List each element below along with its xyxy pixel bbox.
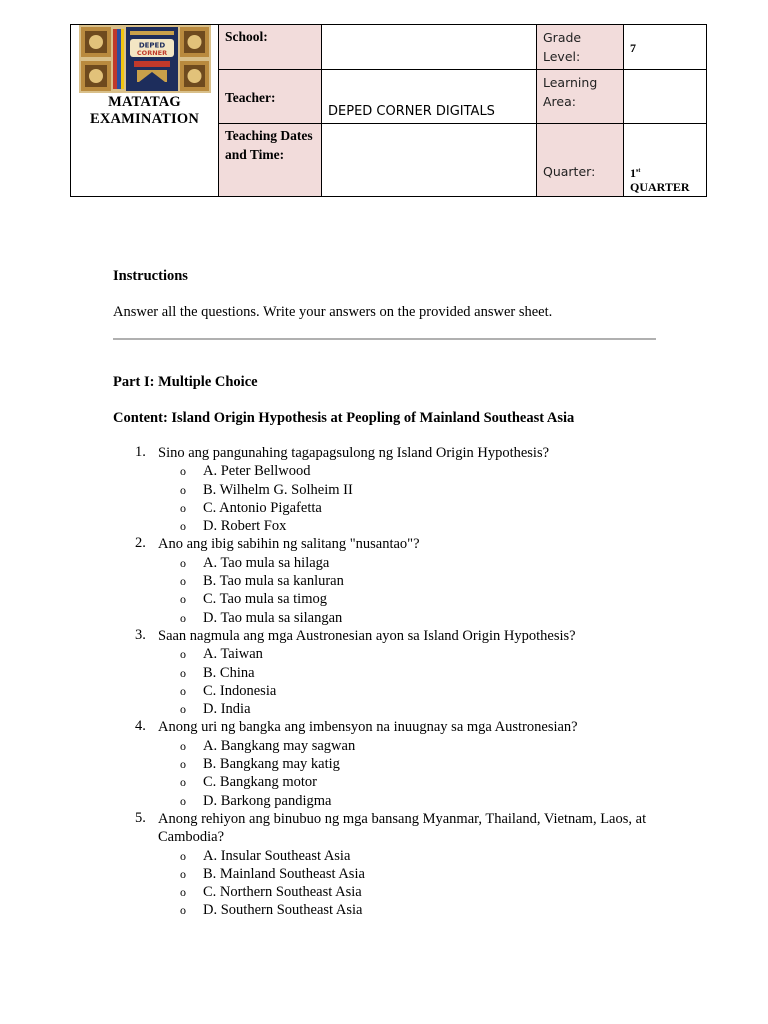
choice-item[interactable]: o B. Mainland Southeast Asia — [180, 865, 365, 882]
bullet-icon: o — [180, 482, 186, 497]
choice-item[interactable]: o B. Tao mula sa kanluran — [180, 573, 344, 590]
bullet-icon: o — [180, 738, 186, 753]
bullet-icon: o — [180, 464, 186, 479]
part-heading: Part I: Multiple Choice — [113, 374, 258, 390]
exam-title-line1: MATATAG — [108, 94, 181, 110]
choice-list — [158, 462, 673, 535]
instructions-heading: Instructions — [113, 268, 188, 284]
question-item — [113, 718, 673, 809]
grade-level-label: Grade Level: — [537, 25, 624, 70]
choice-item[interactable]: o C. Tao mula sa timog — [180, 591, 327, 608]
bullet-icon: o — [180, 702, 186, 717]
choice-item[interactable]: o D. Robert Fox — [180, 518, 287, 535]
choice-list — [158, 847, 673, 920]
bullet-icon: o — [180, 848, 186, 863]
teacher-label: Teacher: — [219, 70, 322, 124]
teaching-dates-field[interactable] — [322, 124, 537, 197]
svg-text:CORNER: CORNER — [136, 49, 167, 57]
exam-title-line2: EXAMINATION — [89, 111, 200, 127]
bullet-icon: o — [180, 885, 186, 900]
question-number: 4. — [135, 718, 146, 735]
choice-item[interactable]: o B. Bangkang may katig — [180, 756, 340, 773]
bullet-icon: o — [180, 610, 186, 625]
bullet-icon: o — [180, 757, 186, 772]
quarter-ordinal: st — [636, 168, 641, 174]
choice-list — [158, 554, 673, 627]
choice-item[interactable]: o B. Wilhelm G. Solheim II — [180, 481, 353, 498]
quarter-number: 1 — [630, 166, 636, 180]
choice-list — [158, 645, 673, 718]
question-number: 3. — [135, 626, 146, 643]
bullet-icon: o — [180, 574, 186, 589]
question-item — [113, 627, 673, 718]
choice-item[interactable]: o D. Tao mula sa silangan — [180, 609, 343, 626]
bullet-icon: o — [180, 555, 186, 570]
choice-list — [158, 737, 673, 810]
bullet-icon: o — [180, 775, 186, 790]
choice-item[interactable]: o C. Antonio Pigafetta — [180, 499, 322, 516]
question-text: Sino ang pangunahing tagapagsulong ng Island Origin Hypothesis? — [158, 445, 550, 461]
bullet-icon: o — [180, 683, 186, 698]
school-label: School: — [219, 25, 322, 70]
instructions-text: Answer all the questions. Write your answers on the provided answer sheet. — [113, 304, 553, 320]
bullet-icon: o — [180, 647, 186, 662]
bullet-icon: o — [180, 665, 186, 680]
choice-item[interactable]: o D. Barkong pandigma — [180, 792, 332, 809]
teaching-dates-label: Teaching Dates and Time: — [219, 124, 322, 197]
choice-item[interactable]: o A. Tao mula sa hilaga — [180, 554, 330, 571]
choice-item[interactable]: o C. Northern Southeast Asia — [180, 884, 362, 901]
learning-area-field[interactable] — [624, 70, 707, 124]
question-text: Anong rehiyon ang binubuo ng mga bansang Myanmar, Thailand, Vietnam, Laos, at Cambodia? — [158, 810, 647, 846]
svg-text:DEPED: DEPED — [138, 41, 165, 50]
question-number: 1. — [135, 444, 146, 460]
choice-item[interactable]: o A. Insular Southeast Asia — [180, 847, 351, 864]
question-number: 5. — [135, 809, 146, 826]
bullet-icon: o — [180, 519, 186, 534]
question-text: Saan nagmula ang mga Austronesian ayon sa Island Origin Hypothesis? — [158, 627, 576, 644]
divider-line — [113, 338, 656, 340]
bullet-icon: o — [180, 592, 186, 607]
choice-item[interactable]: o A. Peter Bellwood — [180, 463, 311, 480]
quarter-value[interactable] — [624, 124, 707, 197]
logo-cell — [71, 25, 219, 197]
question-item — [113, 444, 673, 535]
choice-item[interactable]: o C. Indonesia — [180, 682, 277, 699]
question-item — [113, 810, 673, 920]
grade-level-value[interactable]: 7 — [624, 25, 707, 70]
bullet-icon: o — [180, 793, 186, 808]
school-field[interactable] — [322, 25, 537, 70]
question-number: 2. — [135, 535, 146, 552]
content-heading: Content: Island Origin Hypothesis at Peopling of Mainland Southeast Asia — [113, 410, 575, 426]
choice-item[interactable]: o A. Bangkang may sagwan — [180, 737, 356, 754]
deped-corner-logo-icon — [79, 25, 211, 93]
exam-content — [113, 262, 673, 920]
question-item — [113, 535, 673, 626]
choice-item[interactable]: o A. Taiwan — [180, 646, 263, 663]
learning-area-label: Learning Area: — [537, 70, 624, 124]
question-text: Anong uri ng bangka ang imbensyon na inuugnay sa mga Austronesian? — [158, 719, 578, 736]
quarter-word: QUARTER — [630, 180, 690, 194]
bullet-icon: o — [180, 866, 186, 881]
choice-item[interactable]: o D. India — [180, 701, 251, 718]
question-text: Ano ang ibig sabihin ng salitang "nusantao"? — [158, 536, 420, 553]
quarter-label: Quarter: — [537, 124, 624, 197]
bullet-icon: o — [180, 903, 186, 918]
exam-title — [71, 94, 218, 128]
choice-item[interactable]: o C. Bangkang motor — [180, 774, 317, 791]
exam-header-table — [70, 24, 707, 197]
choice-item[interactable]: o B. China — [180, 664, 255, 681]
choice-item[interactable]: o D. Southern Southeast Asia — [180, 902, 363, 919]
question-list — [113, 444, 673, 920]
bullet-icon: o — [180, 500, 186, 515]
teacher-field[interactable]: DEPED CORNER DIGITALS — [322, 70, 537, 124]
